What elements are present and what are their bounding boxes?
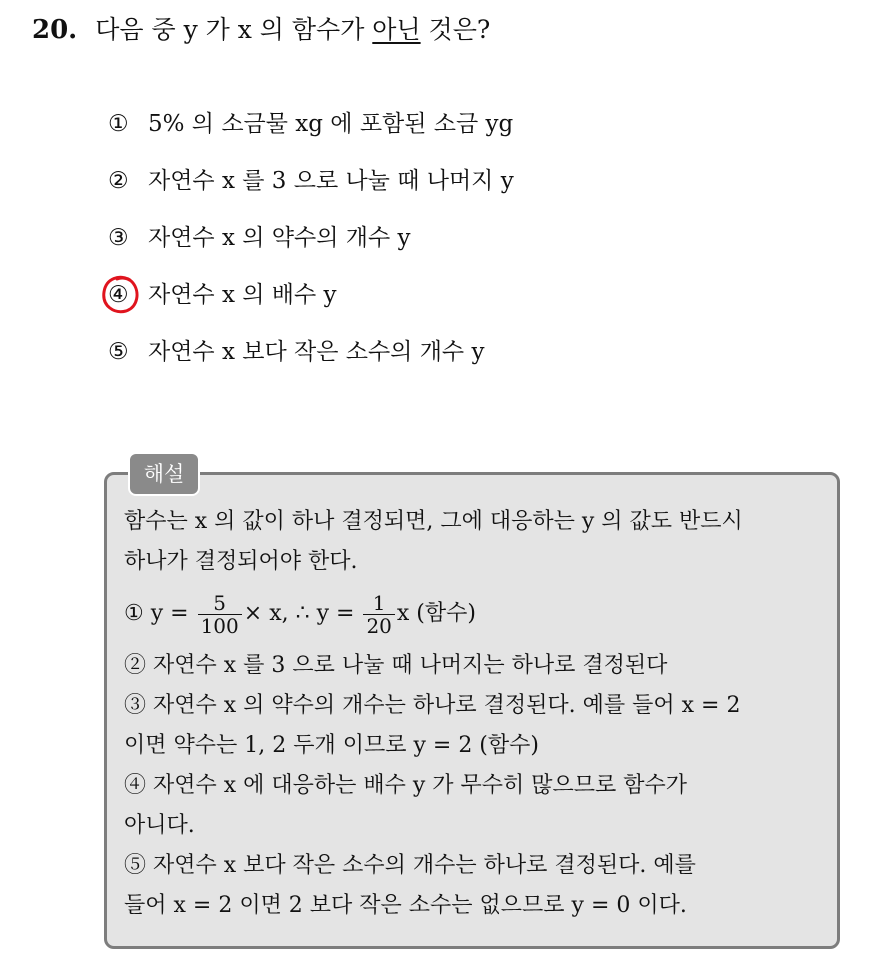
choice-marker: ① [108,111,129,137]
formula-prefix: ① y = [124,601,196,626]
fraction-numerator: 1 [372,590,386,615]
choice-marker: ③ [108,225,129,251]
choice-2[interactable] [108,161,514,218]
choice-list [108,104,514,389]
explanation-body [124,502,824,926]
question-stem [32,12,490,48]
explanation-formula [124,582,824,646]
explanation-intro-line-2: 하나가 결정되어야 한다. [124,549,358,574]
answer-circle-icon [100,274,142,316]
choice-marker: ⑤ [108,339,129,365]
fraction-numerator: 5 [213,590,227,615]
choice-text: 자연수 x 의 약수의 개수 y [148,225,411,251]
choice-text: 5% 의 소금물 xg 에 포함된 소금 yg [148,111,514,137]
explanation-line: ② 자연수 x 를 3 으로 나눌 때 나머지는 하나로 결정된다 [124,653,668,678]
choice-1[interactable] [108,104,514,161]
formula-middle: × x, ∴ y = [243,601,362,626]
choice-4[interactable] [108,275,514,332]
question-number: 20. [32,15,78,45]
question-underlined-word: 아닌 [372,15,421,44]
formula-suffix: x (함수) [396,601,476,626]
explanation-line: 이면 약수는 1, 2 두개 이므로 y = 2 (함수) [124,733,539,758]
explanation-tab-label: 해설 [128,452,200,496]
explanation-line: 아니다. [124,813,195,838]
fraction-1-over-20 [363,592,394,637]
explanation-intro-line-1: 함수는 x 의 값이 하나 결정되면, 그에 대응하는 y 의 값도 반드시 [124,509,743,534]
fraction-denominator: 100 [198,614,242,637]
choice-text: 자연수 x 를 3 으로 나눌 때 나머지 y [148,168,514,194]
explanation-line: ④ 자연수 x 에 대응하는 배수 y 가 무수히 많으므로 함수가 [124,773,688,798]
choice-text: 자연수 x 의 배수 y [148,282,337,308]
fraction-5-over-100 [198,592,242,637]
explanation-line: ③ 자연수 x 의 약수의 개수는 하나로 결정된다. 예를 들어 x = 2 [124,693,741,718]
question-text-after: 것은? [420,15,491,44]
explanation-line: ⑤ 자연수 x 보다 작은 소수의 개수는 하나로 결정된다. 예를 [124,853,696,878]
choice-5[interactable] [108,332,514,389]
fraction-denominator: 20 [363,614,394,637]
choice-marker: ④ [108,282,129,308]
choice-marker: ② [108,168,129,194]
choice-text: 자연수 x 보다 작은 소수의 개수 y [148,339,485,365]
question-text-before: 다음 중 y 가 x 의 함수가 [95,15,373,44]
explanation-line: 들어 x = 2 이면 2 보다 작은 소수는 없으므로 y = 0 이다. [124,893,687,918]
choice-3[interactable] [108,218,514,275]
